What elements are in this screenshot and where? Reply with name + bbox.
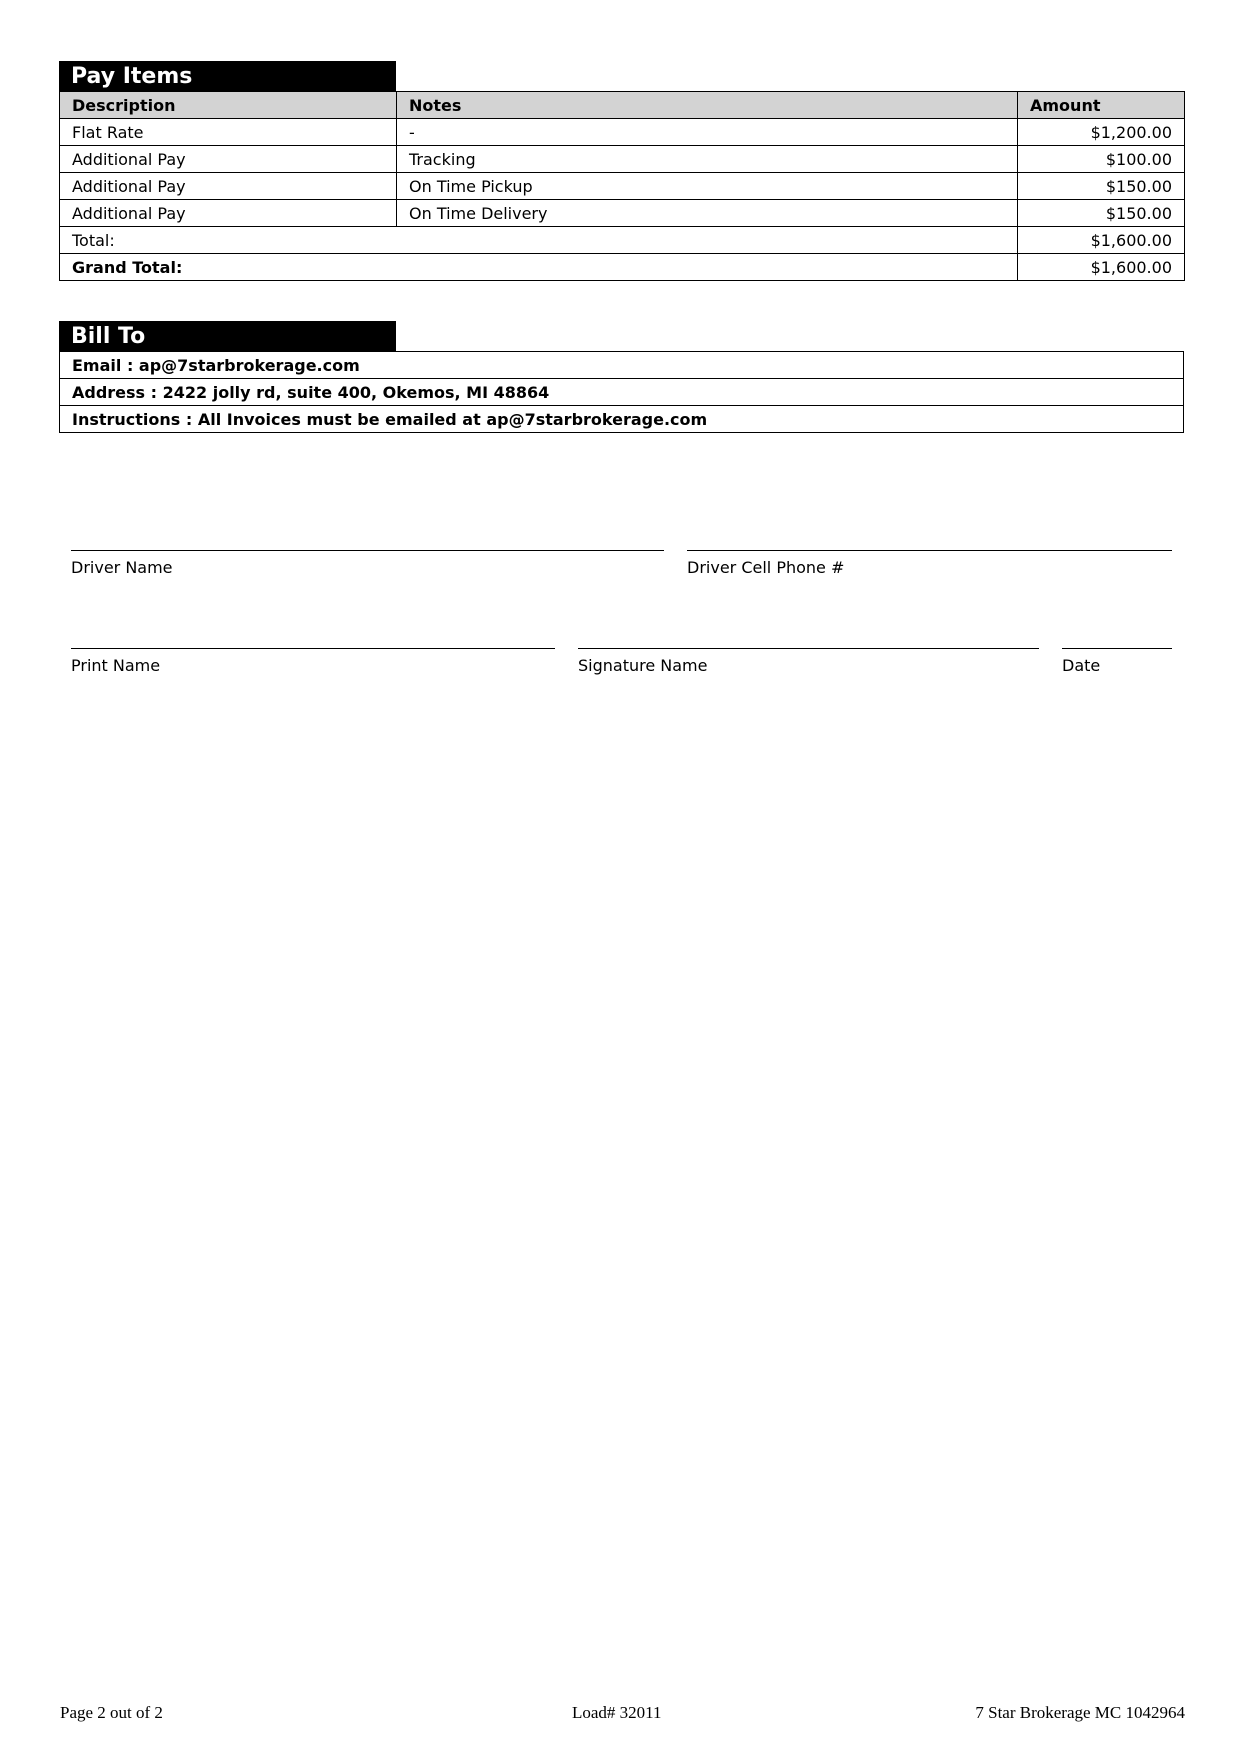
- print-name-line[interactable]: [71, 648, 555, 649]
- row-description: Additional Pay: [60, 173, 397, 200]
- pay-items-title: Pay Items: [59, 61, 396, 91]
- row-amount: $150.00: [1018, 173, 1185, 200]
- table-header-row: [60, 92, 1185, 119]
- footer-page-number: Page 2 out of 2: [60, 1703, 163, 1722]
- date-label: Date: [1062, 656, 1101, 675]
- table-row: [60, 200, 1185, 227]
- print-name-label: Print Name: [71, 656, 161, 675]
- row-notes: On Time Pickup: [397, 173, 1018, 200]
- bill-to-section: [59, 321, 1184, 433]
- pay-items-section: [59, 61, 1184, 281]
- driver-cell-line[interactable]: [687, 550, 1172, 551]
- signature-name-label: Signature Name: [578, 656, 708, 675]
- row-description: Flat Rate: [60, 119, 397, 146]
- header-notes: Notes: [397, 92, 1018, 119]
- bill-to-email-row: [60, 352, 1184, 379]
- bill-to-address-row: [60, 379, 1184, 406]
- bill-to-address: Address : 2422 jolly rd, suite 400, Okemos, MI 48864: [60, 379, 1184, 406]
- row-notes: Tracking: [397, 146, 1018, 173]
- total-label: Total:: [60, 227, 1018, 254]
- bill-to-table: [59, 351, 1184, 433]
- total-value: $1,600.00: [1018, 227, 1185, 254]
- header-amount: Amount: [1018, 92, 1185, 119]
- row-amount: $100.00: [1018, 146, 1185, 173]
- driver-cell-label: Driver Cell Phone #: [687, 558, 845, 577]
- row-amount: $1,200.00: [1018, 119, 1185, 146]
- grand-total-row: [60, 254, 1185, 281]
- signature-name-line[interactable]: [578, 648, 1039, 649]
- row-amount: $150.00: [1018, 200, 1185, 227]
- table-row: [60, 146, 1185, 173]
- row-description: Additional Pay: [60, 146, 397, 173]
- grand-total-label: Grand Total:: [60, 254, 1018, 281]
- date-line[interactable]: [1062, 648, 1172, 649]
- total-row: [60, 227, 1185, 254]
- grand-total-value: $1,600.00: [1018, 254, 1185, 281]
- bill-to-title: Bill To: [59, 321, 396, 351]
- table-row: [60, 119, 1185, 146]
- driver-name-label: Driver Name: [71, 558, 173, 577]
- bill-to-email: Email : ap@7starbrokerage.com: [60, 352, 1184, 379]
- row-description: Additional Pay: [60, 200, 397, 227]
- bill-to-instructions-row: [60, 406, 1184, 433]
- row-notes: -: [397, 119, 1018, 146]
- footer-load-number: Load# 32011: [572, 1703, 662, 1722]
- pay-items-table: [59, 91, 1185, 281]
- driver-name-line[interactable]: [71, 550, 664, 551]
- header-description: Description: [60, 92, 397, 119]
- bill-to-instructions: Instructions : All Invoices must be emailed at ap@7starbrokerage.com: [60, 406, 1184, 433]
- table-row: [60, 173, 1185, 200]
- footer-company: 7 Star Brokerage MC 1042964: [975, 1703, 1185, 1722]
- row-notes: On Time Delivery: [397, 200, 1018, 227]
